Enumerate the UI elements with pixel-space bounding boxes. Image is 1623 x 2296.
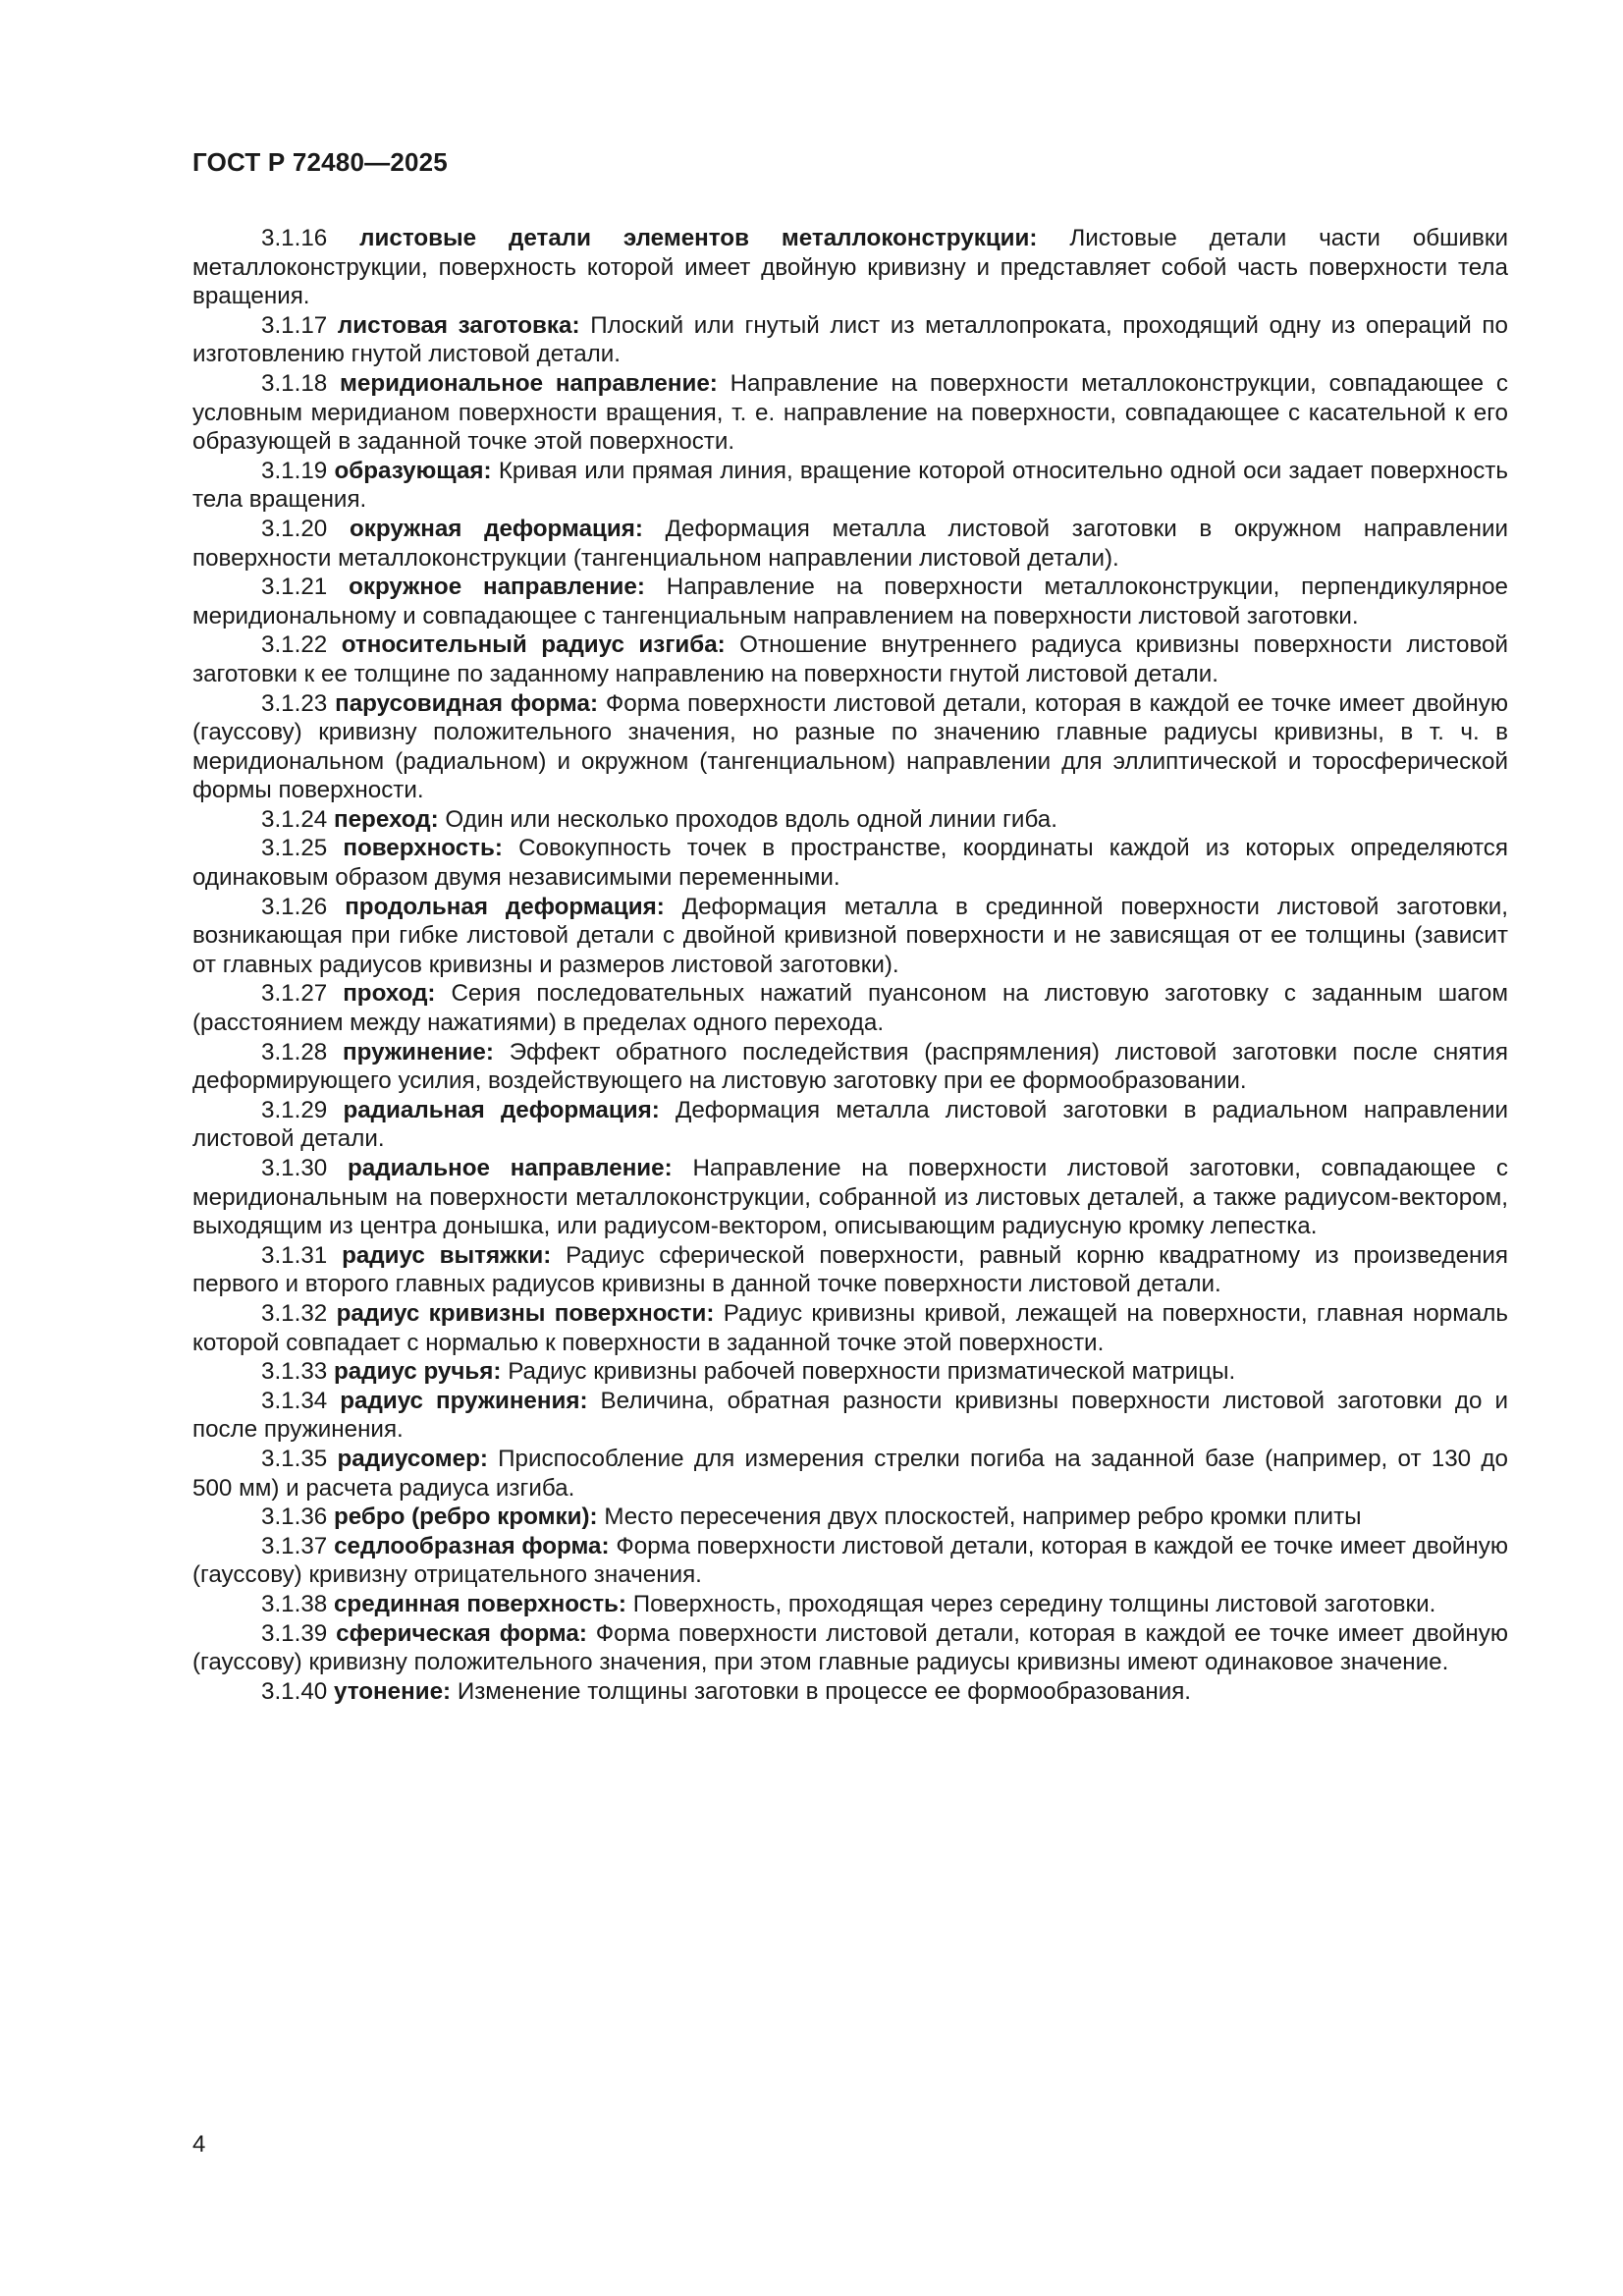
term-name: радиальная деформация: (343, 1096, 660, 1123)
term-definition: Деформация металла в срединной поверхности листовой заготовки, возникающая при гибке листовой детали с двойной кривизной поверхности и не зависящая от ее толщины (зависит от главных радиусов кривизны и размеров листовой заготовки). (192, 893, 1508, 978)
term-name: парусовидная форма: (335, 689, 599, 717)
term-number: 3.1.31 (261, 1241, 328, 1269)
term-entry (192, 1387, 1508, 1445)
page-number: 4 (192, 2131, 206, 2158)
term-number: 3.1.36 (261, 1503, 328, 1531)
term-entry (192, 834, 1508, 892)
term-name: сферическая форма: (336, 1619, 587, 1647)
term-number: 3.1.25 (261, 835, 328, 862)
term-name: радиальное направление: (348, 1155, 673, 1181)
term-name: ребро (ребро кромки): (333, 1503, 598, 1531)
term-number: 3.1.37 (261, 1532, 328, 1559)
term-entry (192, 689, 1508, 805)
term-entry (192, 1590, 1508, 1619)
term-number: 3.1.18 (261, 369, 328, 397)
term-entry (192, 369, 1508, 457)
term-entry (192, 1619, 1508, 1677)
term-definition: Эффект обратного последействия (распрямления) листовой заготовки после снятия деформирующего усилия, воздействующего на листовую заготовку при ее формообразовании. (192, 1038, 1508, 1095)
term-entry (192, 1532, 1508, 1590)
term-name: срединная поверхность: (333, 1590, 626, 1617)
term-number: 3.1.38 (261, 1590, 328, 1617)
term-entry (192, 515, 1508, 573)
term-definition: Кривая или прямая линия, вращение которой относительно одной оси задает поверхность тела вращения. (192, 457, 1508, 514)
term-entry (192, 805, 1508, 835)
term-definition: Место пересечения двух плоскостей, например ребро кромки плиты (604, 1503, 1362, 1531)
term-definition: Величина, обратная разности кривизны поверхности листовой заготовки до и после пружинения. (192, 1387, 1508, 1444)
term-entry (192, 1445, 1508, 1503)
term-entry (192, 1503, 1508, 1532)
term-name: переход: (333, 805, 439, 833)
term-entry (192, 630, 1508, 688)
term-definition: Направление на поверхности металлоконструкции, совпадающее с условным меридианом поверхности вращения, т. е. направление на поверхности, совпадающее с касательной к его образующей в заданной точке этой поверхности. (192, 369, 1508, 456)
term-name: проход: (343, 980, 436, 1008)
term-definition: Деформация металла листовой заготовки в радиальном направлении листовой детали. (192, 1096, 1508, 1153)
term-name: седлообразная форма: (334, 1532, 610, 1559)
term-number: 3.1.32 (261, 1299, 328, 1327)
term-name: листовая заготовка: (337, 311, 580, 339)
term-number: 3.1.35 (261, 1445, 328, 1472)
term-definition: Направление на поверхности металлоконструкции, перпендикулярное меридиональному и совпадающее с тангенциальным направлением на поверхности листовой заготовки. (192, 574, 1509, 629)
term-definition: Радиус кривизны кривой, лежащей на поверхности, главная нормаль которой совпадает с нормалью к поверхности в заданной точке этой поверхности. (192, 1299, 1508, 1356)
term-definition: Форма поверхности листовой детали, которая в каждой ее точке имеет двойную (гауссову) кривизну отрицательного значения. (192, 1532, 1508, 1589)
term-entry (192, 224, 1508, 311)
term-definition: Изменение толщины заготовки в процессе ее формообразования. (457, 1677, 1192, 1705)
term-number: 3.1.16 (261, 225, 328, 251)
term-entry (192, 1241, 1508, 1299)
term-entry (192, 1357, 1508, 1387)
term-number: 3.1.17 (261, 311, 328, 339)
term-definition: Листовые детали части обшивки металлоконструкции, поверхность которой имеет двойную кривизну и представляет собой часть поверхности тела вращения. (192, 225, 1508, 310)
term-name: радиус кривизны поверхности: (336, 1299, 715, 1327)
term-number: 3.1.24 (261, 805, 328, 833)
term-entry (192, 457, 1508, 515)
term-name: относительный радиус изгиба: (341, 631, 726, 659)
term-definition: Деформация металла листовой заготовки в окружном направлении поверхности металлоконструкции (тангенциальном направлении листовой детали). (192, 515, 1508, 572)
term-name: окружная деформация: (349, 515, 643, 542)
term-number: 3.1.21 (261, 574, 328, 601)
term-number: 3.1.26 (261, 893, 328, 920)
term-name: окружное направление: (349, 574, 645, 601)
term-definition: Радиус сферической поверхности, равный корню квадратному из произведения первого и второго главных радиусов кривизны в данной точке поверхности листовой детали. (192, 1241, 1508, 1298)
term-entry (192, 1154, 1508, 1241)
term-definition: Поверхность, проходящая через середину толщины листовой заготовки. (632, 1590, 1436, 1617)
term-entry (192, 1677, 1508, 1707)
term-definition: Один или несколько проходов вдоль одной линии гиба. (445, 805, 1057, 833)
term-number: 3.1.28 (261, 1038, 328, 1066)
term-definition: Отношение внутреннего радиуса кривизны поверхности листовой заготовки к ее толщине по заданному направлению на поверхности гнутой листовой детали. (192, 631, 1508, 687)
term-number: 3.1.23 (261, 689, 328, 717)
term-entry (192, 1038, 1508, 1096)
term-number: 3.1.40 (261, 1677, 328, 1705)
term-name: образующая: (334, 457, 492, 484)
term-number: 3.1.20 (261, 515, 328, 542)
term-entry (192, 979, 1508, 1037)
term-name: радиус вытяжки: (342, 1241, 552, 1269)
term-name: продольная деформация: (345, 893, 665, 920)
term-number: 3.1.27 (261, 980, 328, 1008)
term-number: 3.1.34 (261, 1387, 328, 1414)
term-entry (192, 1096, 1508, 1154)
term-entry (192, 311, 1508, 369)
term-entry (192, 1299, 1508, 1357)
term-definition: Радиус кривизны рабочей поверхности призматической матрицы. (508, 1358, 1236, 1386)
term-number: 3.1.33 (261, 1358, 328, 1386)
term-number: 3.1.22 (261, 631, 328, 659)
term-definition: Форма поверхности листовой детали, которая в каждой ее точке имеет двойную (гауссову) кривизну положительного значения, но разные по значению главные радиусы кривизны, в т. ч. в меридиональном (радиальном) и окружном (тангенциальном) направлении для эллиптической и торосферической формы поверхности. (192, 689, 1508, 804)
term-name: радиусомер: (337, 1445, 488, 1472)
terms-list (192, 224, 1508, 1706)
term-name: радиус пружинения: (340, 1387, 588, 1414)
term-name: поверхность: (343, 835, 503, 862)
term-entry (192, 893, 1508, 980)
term-name: листовые детали элементов металлоконструкции: (359, 225, 1038, 251)
term-number: 3.1.39 (261, 1619, 328, 1647)
term-number: 3.1.29 (261, 1096, 328, 1123)
term-name: меридиональное направление: (340, 369, 718, 397)
term-name: пружинение: (343, 1038, 494, 1066)
term-definition: Направление на поверхности листовой заготовки, совпадающее с меридиональным на поверхности металлоконструкции, собранной из листовых деталей, а также радиусом-вектором, выходящим из центра донышка, или радиусом-вектором, описывающим радиусную кромку лепестка. (192, 1155, 1508, 1240)
term-entry (192, 573, 1508, 630)
term-definition: Форма поверхности листовой детали, которая в каждой ее точке имеет двойную (гауссову) кривизну положительного значения, при этом главные радиусы кривизны имеют одинаковое значение. (192, 1619, 1508, 1676)
term-definition: Приспособление для измерения стрелки погиба на заданной базе (например, от 130 до 500 мм) и расчета радиуса изгиба. (192, 1445, 1508, 1502)
term-name: радиус ручья: (333, 1358, 502, 1386)
term-definition: Плоский или гнутый лист из металлопроката, проходящий одну из операций по изготовлению гнутой листовой детали. (192, 311, 1508, 368)
document-header: ГОСТ Р 72480—2025 (192, 147, 448, 177)
term-number: 3.1.30 (261, 1155, 328, 1181)
term-definition: Серия последовательных нажатий пуансоном на листовую заготовку с заданным шагом (расстоянием между нажатиями) в пределах одного перехода. (192, 980, 1508, 1037)
term-number: 3.1.19 (261, 457, 328, 484)
term-definition: Совокупность точек в пространстве, координаты каждой из которых определяются одинаковым образом двумя независимыми переменными. (192, 835, 1508, 892)
term-name: утонение: (333, 1677, 452, 1705)
